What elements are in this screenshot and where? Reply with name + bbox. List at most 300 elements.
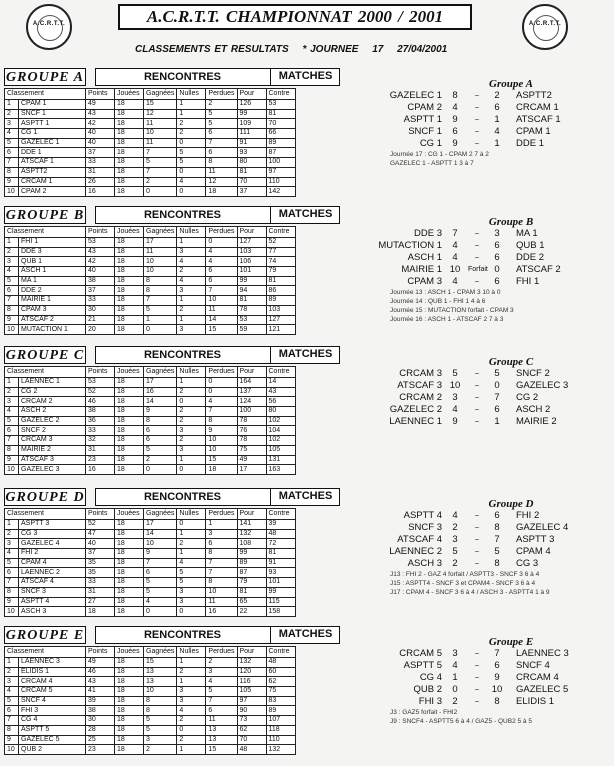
table-cell: 7 bbox=[144, 558, 177, 568]
table-cell: 10 bbox=[144, 539, 177, 549]
table-cell: 9 bbox=[5, 455, 19, 465]
table-cell: 31 bbox=[86, 167, 115, 177]
table-header-row bbox=[5, 367, 296, 378]
table-cell: 35 bbox=[86, 558, 115, 568]
table-cell: 27 bbox=[86, 597, 115, 607]
col-header: Jouées bbox=[115, 647, 144, 658]
table-cell: 91 bbox=[237, 138, 266, 148]
table-cell: 4 bbox=[206, 257, 237, 267]
table-cell: MA 1 bbox=[19, 276, 86, 286]
table-cell: 10 bbox=[5, 465, 19, 475]
table-cell: 2 bbox=[5, 529, 19, 539]
group-subtitle: Groupe D bbox=[488, 498, 534, 510]
table-cell: 49 bbox=[86, 658, 115, 668]
table-cell: 81 bbox=[237, 587, 266, 597]
home-team: DDE 3 bbox=[414, 228, 442, 239]
table-cell: 8 bbox=[206, 416, 237, 426]
col-header: Jouées bbox=[115, 227, 144, 238]
table-cell: 37 bbox=[86, 148, 115, 158]
table-row bbox=[5, 167, 296, 177]
table-cell: 12 bbox=[206, 177, 237, 187]
table-cell: 158 bbox=[266, 607, 295, 617]
table-row bbox=[5, 158, 296, 168]
standings-table bbox=[4, 508, 296, 617]
away-team: ELIDIS 1 bbox=[516, 696, 555, 707]
table-cell: 11 bbox=[206, 167, 237, 177]
table-cell: 42 bbox=[86, 119, 115, 129]
table-cell: 4 bbox=[177, 706, 206, 716]
table-cell: 49 bbox=[237, 455, 266, 465]
table-cell: 7 bbox=[5, 436, 19, 446]
table-cell: 18 bbox=[115, 129, 144, 139]
table-cell: 81 bbox=[266, 109, 295, 119]
table-cell: 40 bbox=[86, 267, 115, 277]
table-cell: MAIRIE 2 bbox=[19, 445, 86, 455]
result-note: J13 : FHI 2 - GAZ 4 forfait / ASPTT3 - SNCF 3 6 à 4 bbox=[390, 571, 540, 578]
table-row bbox=[5, 325, 296, 335]
table-cell: 0 bbox=[177, 138, 206, 148]
table-row bbox=[5, 677, 296, 687]
match-row bbox=[376, 138, 606, 150]
table-cell: 73 bbox=[237, 716, 266, 726]
table-cell: LAENNEC 1 bbox=[19, 378, 86, 388]
col-header: Gagnées bbox=[144, 509, 177, 520]
table-cell: 4 bbox=[177, 177, 206, 187]
table-cell: 38 bbox=[86, 407, 115, 417]
table-cell: 18 bbox=[115, 238, 144, 248]
result-note: Journée 17 : CG 1 - CPAM 2 7 à 2 bbox=[390, 151, 489, 158]
table-cell: 18 bbox=[115, 407, 144, 417]
table-cell: 1 bbox=[177, 378, 206, 388]
table-cell: 18 bbox=[115, 597, 144, 607]
match-row bbox=[376, 114, 606, 126]
table-cell: 6 bbox=[206, 148, 237, 158]
away-team: CG 2 bbox=[516, 392, 539, 403]
table-row bbox=[5, 696, 296, 706]
table-cell: 5 bbox=[5, 138, 19, 148]
journee-number: 17 bbox=[372, 44, 384, 55]
table-cell: 0 bbox=[177, 465, 206, 475]
col-header: Nulles bbox=[177, 647, 206, 658]
journee-label: * JOURNEE bbox=[302, 44, 359, 55]
home-score: 7 bbox=[452, 228, 458, 239]
table-cell: 28 bbox=[86, 725, 115, 735]
home-score: 2 bbox=[452, 522, 458, 533]
result-note: Journée 14 : QUB 1 - FHI 1 4 à 6 bbox=[390, 298, 486, 305]
match-note: – bbox=[475, 406, 479, 413]
table-cell: 18 bbox=[115, 436, 144, 446]
col-header: Contre bbox=[266, 227, 295, 238]
table-cell: GAZELEC 4 bbox=[19, 539, 86, 549]
table-cell: 103 bbox=[266, 305, 295, 315]
table-cell: 79 bbox=[237, 578, 266, 588]
match-note: – bbox=[475, 524, 479, 531]
table-cell: 65 bbox=[237, 597, 266, 607]
table-cell: 7 bbox=[144, 148, 177, 158]
table-cell: 105 bbox=[237, 687, 266, 697]
table-cell: 43 bbox=[266, 387, 295, 397]
table-cell: 18 bbox=[115, 578, 144, 588]
table-cell: 3 bbox=[177, 426, 206, 436]
table-cell: 0 bbox=[177, 725, 206, 735]
table-cell: 86 bbox=[266, 286, 295, 296]
match-note: – bbox=[475, 382, 479, 389]
result-note: J17 : CPAM 4 - SNCF 3 6 à 4 / ASCH 3 - ASPTT4 1 à 9 bbox=[390, 589, 550, 596]
away-team: CRCAM 4 bbox=[516, 672, 559, 683]
table-cell: 2 bbox=[177, 436, 206, 446]
away-score: 6 bbox=[494, 510, 500, 521]
table-cell: 11 bbox=[206, 305, 237, 315]
table-row bbox=[5, 305, 296, 315]
table-cell: 18 bbox=[115, 100, 144, 110]
table-cell: 3 bbox=[177, 247, 206, 257]
table-cell: 21 bbox=[86, 315, 115, 325]
club-logo-right: A.C.R.T.T. bbox=[522, 4, 568, 50]
home-team: CRCAM 2 bbox=[399, 392, 442, 403]
table-cell: 40 bbox=[86, 129, 115, 139]
table-cell: 2 bbox=[177, 387, 206, 397]
table-cell: 6 bbox=[144, 436, 177, 446]
table-cell: 6 bbox=[144, 568, 177, 578]
away-score: 6 bbox=[494, 404, 500, 415]
table-cell: 8 bbox=[206, 578, 237, 588]
table-cell: 0 bbox=[144, 187, 177, 197]
table-cell: 4 bbox=[144, 597, 177, 607]
table-cell: 6 bbox=[5, 568, 19, 578]
table-row bbox=[5, 286, 296, 296]
table-cell: 37 bbox=[237, 187, 266, 197]
table-cell: 0 bbox=[177, 607, 206, 617]
table-cell: 5 bbox=[206, 119, 237, 129]
table-cell: 5 bbox=[5, 416, 19, 426]
table-row bbox=[5, 687, 296, 697]
table-cell: 6 bbox=[144, 426, 177, 436]
col-header: Points bbox=[86, 509, 115, 520]
table-cell: 127 bbox=[237, 238, 266, 248]
table-header-row bbox=[5, 227, 296, 238]
table-cell: 10 bbox=[206, 436, 237, 446]
table-cell: 94 bbox=[237, 286, 266, 296]
table-cell: 62 bbox=[266, 677, 295, 687]
table-cell: 53 bbox=[237, 315, 266, 325]
table-cell: 18 bbox=[115, 465, 144, 475]
table-cell: 2 bbox=[177, 267, 206, 277]
table-row bbox=[5, 568, 296, 578]
table-cell: 18 bbox=[115, 138, 144, 148]
table-cell: 1 bbox=[177, 296, 206, 306]
match-row bbox=[376, 392, 606, 404]
table-cell: 18 bbox=[115, 305, 144, 315]
table-row bbox=[5, 597, 296, 607]
table-cell: 103 bbox=[237, 247, 266, 257]
table-cell: 66 bbox=[266, 129, 295, 139]
table-cell: 5 bbox=[5, 558, 19, 568]
away-team: CPAM 1 bbox=[516, 126, 551, 137]
table-row bbox=[5, 315, 296, 325]
table-cell: ATSCAF 1 bbox=[19, 158, 86, 168]
table-cell: 4 bbox=[5, 549, 19, 559]
table-cell: 5 bbox=[5, 696, 19, 706]
table-cell: 5 bbox=[144, 445, 177, 455]
match-row bbox=[376, 264, 606, 276]
table-cell: CRCAM 3 bbox=[19, 436, 86, 446]
table-cell: 36 bbox=[86, 416, 115, 426]
col-header: Classement bbox=[5, 647, 86, 658]
match-results bbox=[376, 356, 606, 428]
table-cell: 126 bbox=[237, 100, 266, 110]
table-cell: 39 bbox=[266, 520, 295, 530]
table-cell: 60 bbox=[266, 667, 295, 677]
table-cell: 70 bbox=[237, 177, 266, 187]
table-row bbox=[5, 119, 296, 129]
match-note: – bbox=[475, 418, 479, 425]
match-row bbox=[376, 510, 606, 522]
table-cell: 40 bbox=[86, 138, 115, 148]
table-cell: 43 bbox=[86, 247, 115, 257]
table-row bbox=[5, 238, 296, 248]
table-cell: 120 bbox=[237, 667, 266, 677]
table-cell: 18 bbox=[115, 607, 144, 617]
table-cell: 15 bbox=[144, 100, 177, 110]
match-note: – bbox=[475, 650, 479, 657]
table-cell: CG 3 bbox=[19, 529, 86, 539]
col-header: Gagnées bbox=[144, 367, 177, 378]
table-cell: 18 bbox=[115, 568, 144, 578]
table-cell: 18 bbox=[115, 187, 144, 197]
match-results bbox=[376, 78, 606, 168]
table-cell: 11 bbox=[144, 119, 177, 129]
table-cell: 2 bbox=[177, 305, 206, 315]
table-cell: 5 bbox=[144, 158, 177, 168]
table-row bbox=[5, 407, 296, 417]
away-score: 3 bbox=[494, 228, 500, 239]
match-note: – bbox=[475, 686, 479, 693]
table-header-row bbox=[5, 89, 296, 100]
home-score: 3 bbox=[452, 534, 458, 545]
table-cell: ATSCAF 2 bbox=[19, 315, 86, 325]
club-logo-left: A.C.R.T.T. bbox=[26, 4, 72, 50]
table-cell: 3 bbox=[206, 529, 237, 539]
table-cell: 8 bbox=[144, 276, 177, 286]
table-cell: 18 bbox=[115, 119, 144, 129]
table-cell: 9 bbox=[144, 407, 177, 417]
table-cell: 18 bbox=[115, 558, 144, 568]
matches-header: MATCHES bbox=[270, 206, 340, 224]
table-cell: 77 bbox=[266, 247, 295, 257]
home-score: 10 bbox=[449, 264, 461, 275]
away-score: 5 bbox=[494, 546, 500, 557]
table-cell: 10 bbox=[5, 607, 19, 617]
table-cell: 47 bbox=[86, 529, 115, 539]
table-cell: 81 bbox=[266, 549, 295, 559]
col-header: Jouées bbox=[115, 89, 144, 100]
table-row bbox=[5, 587, 296, 597]
table-cell: 18 bbox=[115, 529, 144, 539]
table-cell: 16 bbox=[144, 387, 177, 397]
col-header: Perdues bbox=[206, 227, 237, 238]
rencontres-label: RENCONTRES bbox=[143, 71, 221, 83]
table-cell: 6 bbox=[206, 539, 237, 549]
table-cell: 7 bbox=[5, 716, 19, 726]
table-row bbox=[5, 247, 296, 257]
table-cell: 80 bbox=[237, 158, 266, 168]
home-score: 4 bbox=[452, 102, 458, 113]
table-cell: 2 bbox=[177, 716, 206, 726]
away-score: 10 bbox=[491, 684, 503, 695]
table-cell: LAENNEC 3 bbox=[19, 658, 86, 668]
home-score: 10 bbox=[449, 380, 461, 391]
table-cell: ELIDIS 1 bbox=[19, 667, 86, 677]
table-cell: 0 bbox=[206, 387, 237, 397]
table-cell: 1 bbox=[177, 529, 206, 539]
table-cell: 1 bbox=[177, 109, 206, 119]
away-team: CRCAM 1 bbox=[516, 102, 559, 113]
table-cell: 8 bbox=[5, 305, 19, 315]
table-cell: 8 bbox=[206, 549, 237, 559]
table-cell: 1 bbox=[177, 745, 206, 755]
table-cell: CG 2 bbox=[19, 387, 86, 397]
table-cell: 6 bbox=[5, 706, 19, 716]
home-team: ASPTT 4 bbox=[403, 510, 442, 521]
table-cell: 7 bbox=[206, 138, 237, 148]
table-cell: 1 bbox=[5, 658, 19, 668]
match-results bbox=[376, 636, 606, 726]
table-cell: 3 bbox=[177, 286, 206, 296]
table-cell: 3 bbox=[5, 119, 19, 129]
table-cell: 18 bbox=[115, 325, 144, 335]
away-team: CPAM 4 bbox=[516, 546, 551, 557]
table-row bbox=[5, 716, 296, 726]
table-cell: ASPTT 4 bbox=[19, 597, 86, 607]
table-cell: 9 bbox=[5, 177, 19, 187]
table-row bbox=[5, 138, 296, 148]
table-cell: 13 bbox=[144, 667, 177, 677]
away-score: 6 bbox=[494, 276, 500, 287]
col-header: Points bbox=[86, 647, 115, 658]
home-team: CRCAM 3 bbox=[399, 368, 442, 379]
table-row bbox=[5, 706, 296, 716]
table-cell: CPAM 4 bbox=[19, 558, 86, 568]
col-header: Contre bbox=[266, 509, 295, 520]
table-cell: 2 bbox=[144, 177, 177, 187]
home-score: 9 bbox=[452, 114, 458, 125]
table-cell: 1 bbox=[177, 238, 206, 248]
table-cell: 8 bbox=[206, 158, 237, 168]
table-cell: 97 bbox=[266, 167, 295, 177]
table-cell: 2 bbox=[5, 247, 19, 257]
table-cell: 124 bbox=[237, 397, 266, 407]
table-cell: 5 bbox=[177, 578, 206, 588]
table-cell: 18 bbox=[115, 687, 144, 697]
rencontres-label: RENCONTRES bbox=[143, 629, 221, 641]
table-cell: 4 bbox=[5, 267, 19, 277]
table-cell: 8 bbox=[5, 725, 19, 735]
match-row bbox=[376, 380, 606, 392]
table-cell: 11 bbox=[144, 247, 177, 257]
table-cell: 5 bbox=[144, 587, 177, 597]
table-cell: 141 bbox=[237, 520, 266, 530]
match-row bbox=[376, 558, 606, 570]
match-note: – bbox=[475, 662, 479, 669]
result-note: Journée 13 : ASCH 1 - CPAM 3 10 à 0 bbox=[390, 289, 501, 296]
home-score: 4 bbox=[452, 276, 458, 287]
table-cell: 5 bbox=[144, 725, 177, 735]
table-cell: 7 bbox=[206, 568, 237, 578]
away-score: 6 bbox=[494, 252, 500, 263]
table-cell: 40 bbox=[86, 539, 115, 549]
table-cell: 18 bbox=[115, 735, 144, 745]
table-cell: 116 bbox=[237, 677, 266, 687]
home-score: 5 bbox=[452, 546, 458, 557]
table-cell: 121 bbox=[266, 325, 295, 335]
table-cell: 6 bbox=[206, 267, 237, 277]
table-cell: 10 bbox=[144, 257, 177, 267]
table-cell: 75 bbox=[266, 687, 295, 697]
away-team: GAZELEC 4 bbox=[516, 522, 569, 533]
table-cell: 104 bbox=[266, 426, 295, 436]
away-score: 6 bbox=[494, 240, 500, 251]
match-note: – bbox=[475, 128, 479, 135]
table-cell: ATSCAF 3 bbox=[19, 455, 86, 465]
group-subtitle: Groupe A bbox=[489, 78, 533, 90]
col-header: Nulles bbox=[177, 227, 206, 238]
col-header: Pour bbox=[237, 89, 266, 100]
table-cell: 16 bbox=[86, 465, 115, 475]
col-header: Points bbox=[86, 227, 115, 238]
table-cell: 18 bbox=[115, 177, 144, 187]
away-team: SNCF 2 bbox=[516, 368, 550, 379]
table-cell: CRCAM 4 bbox=[19, 677, 86, 687]
table-cell: 81 bbox=[266, 276, 295, 286]
table-cell: 115 bbox=[266, 597, 295, 607]
table-cell: 35 bbox=[86, 568, 115, 578]
table-cell: 89 bbox=[266, 296, 295, 306]
table-row bbox=[5, 539, 296, 549]
match-row bbox=[376, 696, 606, 708]
matches-header: MATCHES bbox=[270, 68, 340, 86]
table-cell: 49 bbox=[86, 100, 115, 110]
group-title: GROUPE B bbox=[5, 208, 85, 223]
away-score: 2 bbox=[494, 90, 500, 101]
table-cell: GAZELEC 5 bbox=[19, 735, 86, 745]
standings-table bbox=[4, 226, 296, 335]
home-score: 8 bbox=[452, 90, 458, 101]
table-cell: 75 bbox=[237, 445, 266, 455]
match-note: – bbox=[475, 278, 479, 285]
home-team: ASPTT 5 bbox=[403, 660, 442, 671]
away-score: 1 bbox=[494, 416, 500, 427]
table-cell: 99 bbox=[237, 549, 266, 559]
table-cell: 81 bbox=[237, 167, 266, 177]
table-cell: 83 bbox=[266, 696, 295, 706]
table-cell: 41 bbox=[86, 687, 115, 697]
table-cell: MAIRIE 1 bbox=[19, 296, 86, 306]
match-note: – bbox=[475, 698, 479, 705]
rencontres-label: RENCONTRES bbox=[143, 209, 221, 221]
table-cell: MUTACTION 1 bbox=[19, 325, 86, 335]
table-cell: 15 bbox=[206, 745, 237, 755]
match-note: – bbox=[475, 674, 479, 681]
group-title: GROUPE C bbox=[5, 348, 85, 363]
table-cell: 14 bbox=[206, 315, 237, 325]
home-score: 4 bbox=[452, 240, 458, 251]
home-score: 5 bbox=[452, 368, 458, 379]
table-row bbox=[5, 667, 296, 677]
table-cell: 118 bbox=[266, 725, 295, 735]
match-note: – bbox=[475, 92, 479, 99]
table-cell: 81 bbox=[237, 296, 266, 306]
table-cell: 7 bbox=[5, 578, 19, 588]
